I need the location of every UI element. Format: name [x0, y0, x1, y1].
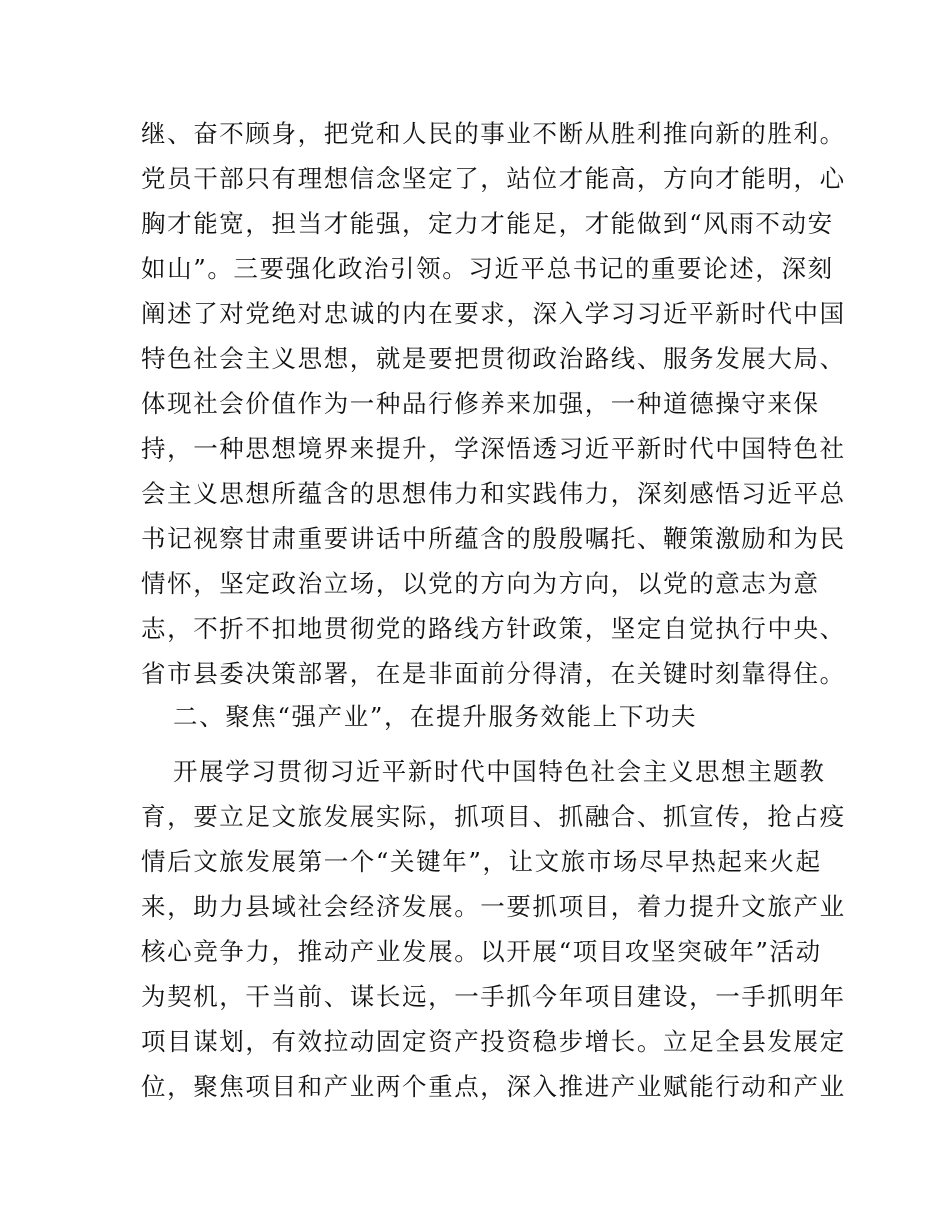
body-text-line: 志，不折不扣地贯彻党的路线方针政策，坚定自觉执行中央、 — [141, 614, 846, 643]
body-text-line: 育，要立足文旅发展实际，抓项目、抓融合、抓宣传，抢占疫 — [141, 802, 846, 831]
section-heading: 二、聚焦“强产业”，在提升服务效能上下功夫 — [173, 702, 698, 731]
body-text-line: 持，一种思想境界来提升，学深悟透习近平新时代中国特色社 — [141, 434, 846, 463]
body-text-line: 阐述了对党绝对忠诚的内在要求，深入学习习近平新时代中国 — [141, 299, 846, 328]
body-text-line: 特色社会主义思想，就是要把贯彻政治路线、服务发展大局、 — [141, 344, 846, 373]
body-text-line: 党员干部只有理想信念坚定了，站位才能高，方向才能明，心 — [141, 164, 846, 193]
body-text-line: 核心竞争力，推动产业发展。以开展“项目攻坚突破年”活动 — [141, 937, 822, 966]
body-text-line: 会主义思想所蕴含的思想伟力和实践伟力，深刻感悟习近平总 — [141, 479, 846, 508]
body-text-line: 来，助力县域社会经济发展。一要抓项目，着力提升文旅产业 — [141, 892, 846, 921]
body-text-line: 胸才能宽，担当才能强，定力才能足，才能做到“风雨不动安 — [141, 209, 834, 238]
body-text-line: 省市县委决策部署，在是非面前分得清，在关键时刻靠得住。 — [141, 659, 846, 688]
body-text-line: 体现社会价值作为一种品行修养来加强，一种道德操守来保 — [141, 389, 820, 418]
body-text-line: 如山”。三要强化政治引领。习近平总书记的重要论述，深刻 — [141, 254, 834, 283]
body-text-line: 位，聚焦项目和产业两个重点，深入推进产业赋能行动和产业 — [141, 1072, 846, 1101]
body-text-line: 为契机，干当前、谋长远，一手抓今年项目建设，一手抓明年 — [141, 982, 846, 1011]
body-text-line: 书记视察甘肃重要讲话中所蕴含的殷殷嘱托、鞭策激励和为民 — [141, 524, 846, 553]
body-text-line: 继、奋不顾身，把党和人民的事业不断从胜利推向新的胜利。 — [141, 119, 846, 148]
paragraph-first-line: 开展学习贯彻习近平新时代中国特色社会主义思想主题教 — [173, 757, 826, 786]
body-text-line: 情怀，坚定政治立场，以党的方向为方向，以党的意志为意 — [141, 569, 820, 598]
body-text-line: 情后文旅发展第一个“关键年”，让文旅市场尽早热起来火起 — [141, 847, 822, 876]
body-text-line: 项目谋划，有效拉动固定资产投资稳步增长。立足全县发展定 — [141, 1027, 846, 1056]
